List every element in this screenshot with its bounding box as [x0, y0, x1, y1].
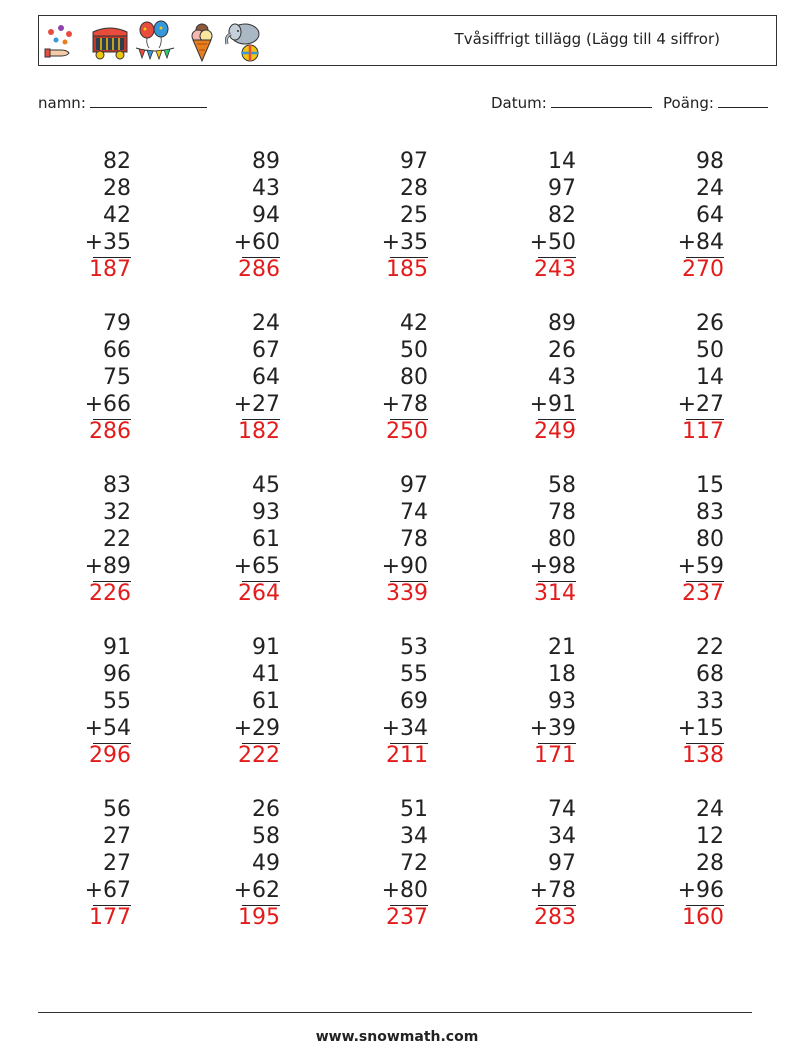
answer: 185 — [386, 257, 428, 282]
answer: 117 — [682, 419, 724, 444]
answer: 160 — [682, 905, 724, 930]
problem — [476, 148, 576, 287]
answer: 177 — [89, 905, 131, 930]
addend: 80 — [548, 527, 576, 552]
addend-with-plus: +91 — [529, 392, 576, 417]
answer: 222 — [238, 743, 280, 768]
footer-divider — [38, 1012, 752, 1013]
problem — [476, 472, 576, 611]
addend: 69 — [400, 689, 428, 714]
addend: 28 — [400, 176, 428, 201]
addend: 56 — [103, 797, 131, 822]
addend: 97 — [400, 149, 428, 174]
addend: 91 — [103, 635, 131, 660]
answer: 286 — [238, 257, 280, 282]
answer: 195 — [238, 905, 280, 930]
addend-with-plus: +84 — [677, 230, 724, 255]
addend: 94 — [252, 203, 280, 228]
addend: 50 — [696, 338, 724, 363]
juggling-hand-icon — [43, 20, 77, 62]
addend: 75 — [103, 365, 131, 390]
addend-with-plus: +89 — [84, 554, 131, 579]
addend-with-plus: +39 — [529, 716, 576, 741]
addend: 43 — [252, 176, 280, 201]
addend: 53 — [400, 635, 428, 660]
answer: 243 — [534, 257, 576, 282]
addend: 55 — [103, 689, 131, 714]
addend: 22 — [696, 635, 724, 660]
addend: 28 — [103, 176, 131, 201]
addend: 64 — [696, 203, 724, 228]
addend: 33 — [696, 689, 724, 714]
addend: 61 — [252, 689, 280, 714]
problem — [476, 796, 576, 935]
addend: 25 — [400, 203, 428, 228]
addend: 50 — [400, 338, 428, 363]
addend: 64 — [252, 365, 280, 390]
addend: 24 — [696, 176, 724, 201]
problem — [180, 634, 280, 773]
date-blank[interactable] — [551, 93, 652, 108]
addend: 18 — [548, 662, 576, 687]
problem — [31, 634, 131, 773]
addend: 49 — [252, 851, 280, 876]
addend: 24 — [696, 797, 724, 822]
addend-with-plus: +78 — [529, 878, 576, 903]
addend-with-plus: +54 — [84, 716, 131, 741]
addend: 82 — [548, 203, 576, 228]
addend-with-plus: +27 — [677, 392, 724, 417]
addend: 26 — [696, 311, 724, 336]
answer: 226 — [89, 581, 131, 606]
addend: 83 — [103, 473, 131, 498]
addend: 80 — [696, 527, 724, 552]
problem — [624, 796, 724, 935]
addend-with-plus: +59 — [677, 554, 724, 579]
name-blank[interactable] — [90, 93, 207, 108]
addend: 42 — [400, 311, 428, 336]
addend: 80 — [400, 365, 428, 390]
addend: 12 — [696, 824, 724, 849]
date-field — [491, 93, 652, 112]
footer-site: www.snowmath.com — [315, 1029, 479, 1045]
balloons-bunting-icon — [135, 20, 175, 62]
score-label: Poäng: — [663, 94, 714, 112]
addend: 26 — [548, 338, 576, 363]
addend-with-plus: +35 — [84, 230, 131, 255]
problem — [624, 634, 724, 773]
addend-with-plus: +62 — [233, 878, 280, 903]
addend: 24 — [252, 311, 280, 336]
addend: 97 — [548, 176, 576, 201]
problem — [180, 472, 280, 611]
addend: 67 — [252, 338, 280, 363]
addend-with-plus: +98 — [529, 554, 576, 579]
worksheet-header — [38, 15, 777, 66]
answer: 138 — [682, 743, 724, 768]
date-label: Datum: — [491, 94, 547, 112]
score-blank[interactable] — [718, 93, 768, 108]
addend: 27 — [103, 824, 131, 849]
addend: 93 — [252, 500, 280, 525]
addend: 97 — [400, 473, 428, 498]
addend-with-plus: +35 — [381, 230, 428, 255]
addend: 22 — [103, 527, 131, 552]
addend: 66 — [103, 338, 131, 363]
addend-with-plus: +50 — [529, 230, 576, 255]
addend: 26 — [252, 797, 280, 822]
problem — [328, 796, 428, 935]
addend-with-plus: +15 — [677, 716, 724, 741]
addend: 78 — [400, 527, 428, 552]
addend: 34 — [400, 824, 428, 849]
answer: 339 — [386, 581, 428, 606]
answer: 171 — [534, 743, 576, 768]
addend-with-plus: +90 — [381, 554, 428, 579]
addend: 28 — [696, 851, 724, 876]
addend: 58 — [548, 473, 576, 498]
elephant-on-ball-icon — [223, 20, 267, 62]
problem — [31, 796, 131, 935]
problem — [180, 310, 280, 449]
addend: 74 — [400, 500, 428, 525]
answer: 182 — [238, 419, 280, 444]
addend: 32 — [103, 500, 131, 525]
answer: 187 — [89, 257, 131, 282]
addend: 21 — [548, 635, 576, 660]
answer: 250 — [386, 419, 428, 444]
addend: 82 — [103, 149, 131, 174]
problem — [328, 472, 428, 611]
score-field — [663, 93, 768, 112]
addend: 83 — [696, 500, 724, 525]
addend-with-plus: +29 — [233, 716, 280, 741]
addend: 61 — [252, 527, 280, 552]
addend-with-plus: +78 — [381, 392, 428, 417]
problem — [31, 148, 131, 287]
problem — [328, 310, 428, 449]
addend: 97 — [548, 851, 576, 876]
addend: 15 — [696, 473, 724, 498]
problem — [624, 148, 724, 287]
addend-with-plus: +27 — [233, 392, 280, 417]
addend: 51 — [400, 797, 428, 822]
addend: 58 — [252, 824, 280, 849]
answer: 270 — [682, 257, 724, 282]
answer: 249 — [534, 419, 576, 444]
addend-with-plus: +34 — [381, 716, 428, 741]
answer: 211 — [386, 743, 428, 768]
answer: 237 — [682, 581, 724, 606]
problem — [624, 472, 724, 611]
answer: 283 — [534, 905, 576, 930]
addend: 89 — [548, 311, 576, 336]
addend: 96 — [103, 662, 131, 687]
addend-with-plus: +60 — [233, 230, 280, 255]
addend-with-plus: +66 — [84, 392, 131, 417]
addend: 68 — [696, 662, 724, 687]
addend: 41 — [252, 662, 280, 687]
addend-with-plus: +80 — [381, 878, 428, 903]
problem — [31, 310, 131, 449]
addend-with-plus: +67 — [84, 878, 131, 903]
problem — [31, 472, 131, 611]
problem — [180, 148, 280, 287]
addend: 89 — [252, 149, 280, 174]
name-field — [38, 93, 207, 112]
addend-with-plus: +96 — [677, 878, 724, 903]
addend: 74 — [548, 797, 576, 822]
addend: 45 — [252, 473, 280, 498]
addend: 43 — [548, 365, 576, 390]
answer: 237 — [386, 905, 428, 930]
addend: 14 — [696, 365, 724, 390]
circus-wagon-icon — [89, 20, 131, 62]
addend: 79 — [103, 311, 131, 336]
header-icons — [43, 20, 283, 62]
answer: 264 — [238, 581, 280, 606]
addend: 34 — [548, 824, 576, 849]
addend-with-plus: +65 — [233, 554, 280, 579]
worksheet-title: Tvåsiffrigt tillägg (Lägg till 4 siffror) — [454, 30, 720, 48]
answer: 314 — [534, 581, 576, 606]
addend: 55 — [400, 662, 428, 687]
answer: 286 — [89, 419, 131, 444]
problem — [328, 634, 428, 773]
problem — [624, 310, 724, 449]
problem — [476, 634, 576, 773]
problem — [476, 310, 576, 449]
addend: 42 — [103, 203, 131, 228]
problem — [328, 148, 428, 287]
addend: 78 — [548, 500, 576, 525]
addend: 98 — [696, 149, 724, 174]
addend: 93 — [548, 689, 576, 714]
name-label: namn: — [38, 94, 86, 112]
problem — [180, 796, 280, 935]
addend: 14 — [548, 149, 576, 174]
ice-cream-cone-icon — [189, 20, 215, 62]
addend: 91 — [252, 635, 280, 660]
addend: 72 — [400, 851, 428, 876]
answer: 296 — [89, 743, 131, 768]
addend: 27 — [103, 851, 131, 876]
